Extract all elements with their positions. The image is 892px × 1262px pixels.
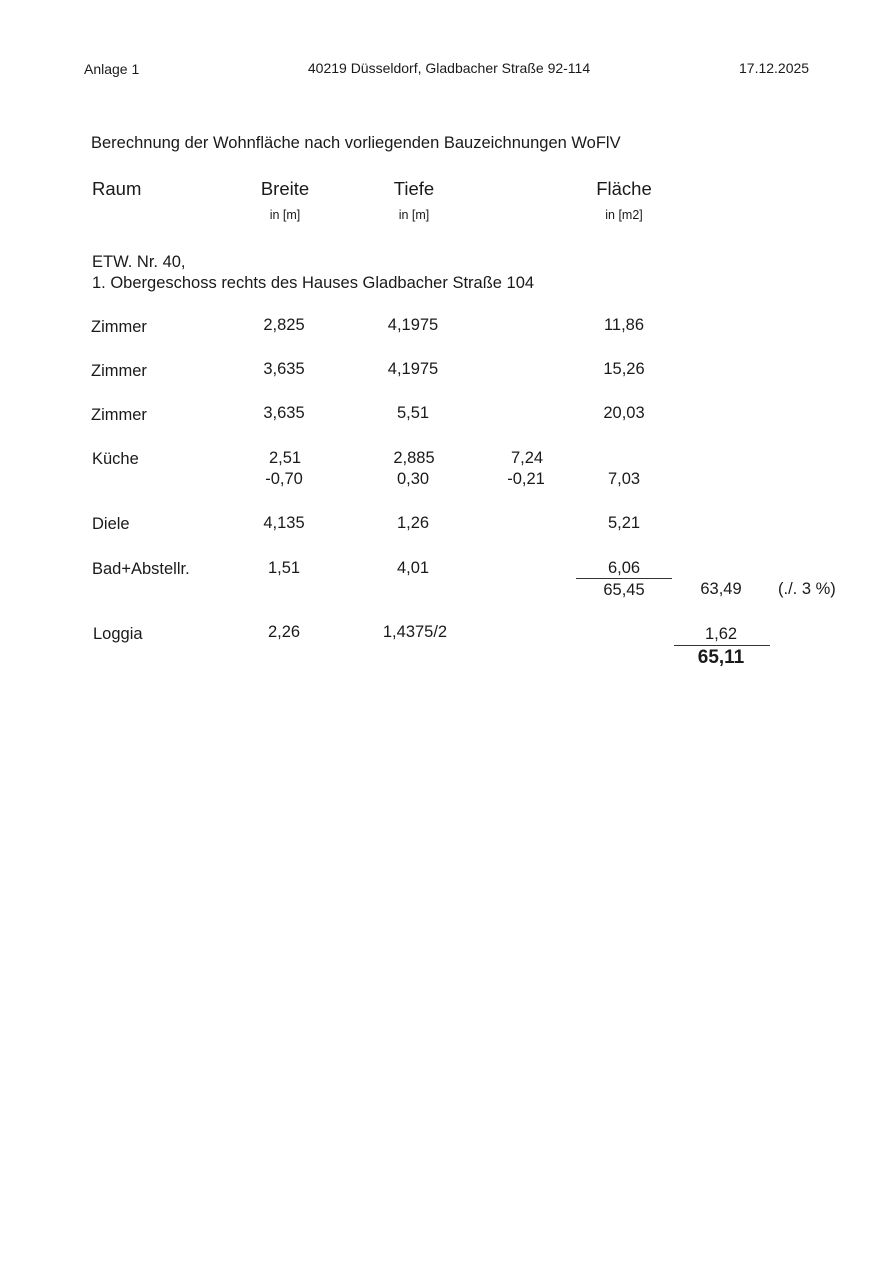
row-breite: 3,635 xyxy=(263,404,305,422)
loggia-breite: 2,26 xyxy=(267,623,301,641)
total-rule xyxy=(674,645,770,646)
row-tiefe: 4,01 xyxy=(396,559,430,577)
attachment-label: Anlage 1 xyxy=(84,61,140,77)
row-breite: 2,825 xyxy=(263,316,305,334)
unit-location: 1. Obergeschoss rechts des Hauses Gladbacher Straße 104 xyxy=(92,274,535,292)
row-raum: Zimmer xyxy=(91,318,147,336)
row-breite-deduction: -0,70 xyxy=(265,470,303,488)
row-breite: 3,635 xyxy=(263,360,305,378)
col-header-breite: Breite xyxy=(260,178,310,199)
row-tiefe: 4,1975 xyxy=(387,360,439,378)
col-unit-flaeche: in [m2] xyxy=(605,208,643,222)
row-raum: Zimmer xyxy=(91,362,147,380)
subtotal-reduced: 63,49 xyxy=(700,580,742,598)
row-flaeche: 5,21 xyxy=(607,514,641,532)
row-intermediate-deduction: -0,21 xyxy=(507,470,545,488)
row-breite: 2,51 xyxy=(268,449,302,467)
row-raum: Zimmer xyxy=(91,406,147,424)
row-flaeche: 6,06 xyxy=(607,559,641,577)
col-unit-tiefe: in [m] xyxy=(398,208,430,222)
row-flaeche: 7,03 xyxy=(607,470,641,488)
unit-number: ETW. Nr. 40, xyxy=(92,253,186,271)
address-header: 40219 Düsseldorf, Gladbacher Straße 92-114 xyxy=(307,60,591,76)
loggia-tiefe: 1,4375/2 xyxy=(382,623,448,641)
row-flaeche: 15,26 xyxy=(603,360,645,378)
subtotal-flaeche: 65,45 xyxy=(603,581,645,599)
row-raum: Bad+Abstellr. xyxy=(92,560,190,578)
row-flaeche: 11,86 xyxy=(603,316,645,334)
loggia-raum: Loggia xyxy=(93,625,143,643)
row-tiefe: 4,1975 xyxy=(387,316,439,334)
row-breite: 1,51 xyxy=(267,559,301,577)
reduction-note: (./. 3 %) xyxy=(778,580,836,598)
col-unit-breite: in [m] xyxy=(269,208,301,222)
row-intermediate: 7,24 xyxy=(510,449,544,467)
date-header: 17.12.2025 xyxy=(739,60,810,76)
total-flaeche: 65,11 xyxy=(697,647,745,668)
row-raum: Diele xyxy=(92,515,130,533)
row-tiefe-deduction: 0,30 xyxy=(396,470,430,488)
loggia-flaeche: 1,62 xyxy=(704,625,738,643)
row-flaeche: 20,03 xyxy=(603,404,645,422)
row-tiefe: 1,26 xyxy=(396,514,430,532)
row-tiefe: 2,885 xyxy=(393,449,435,467)
col-header-flaeche: Fläche xyxy=(596,178,652,199)
row-breite: 4,135 xyxy=(263,514,305,532)
col-header-raum: Raum xyxy=(92,178,142,199)
row-raum: Küche xyxy=(92,450,139,468)
row-tiefe: 5,51 xyxy=(396,404,430,422)
subtotal-rule xyxy=(576,578,672,579)
col-header-tiefe: Tiefe xyxy=(393,178,435,199)
document-title: Berechnung der Wohnfläche nach vorliegenden Bauzeichnungen WoFlV xyxy=(91,134,621,152)
